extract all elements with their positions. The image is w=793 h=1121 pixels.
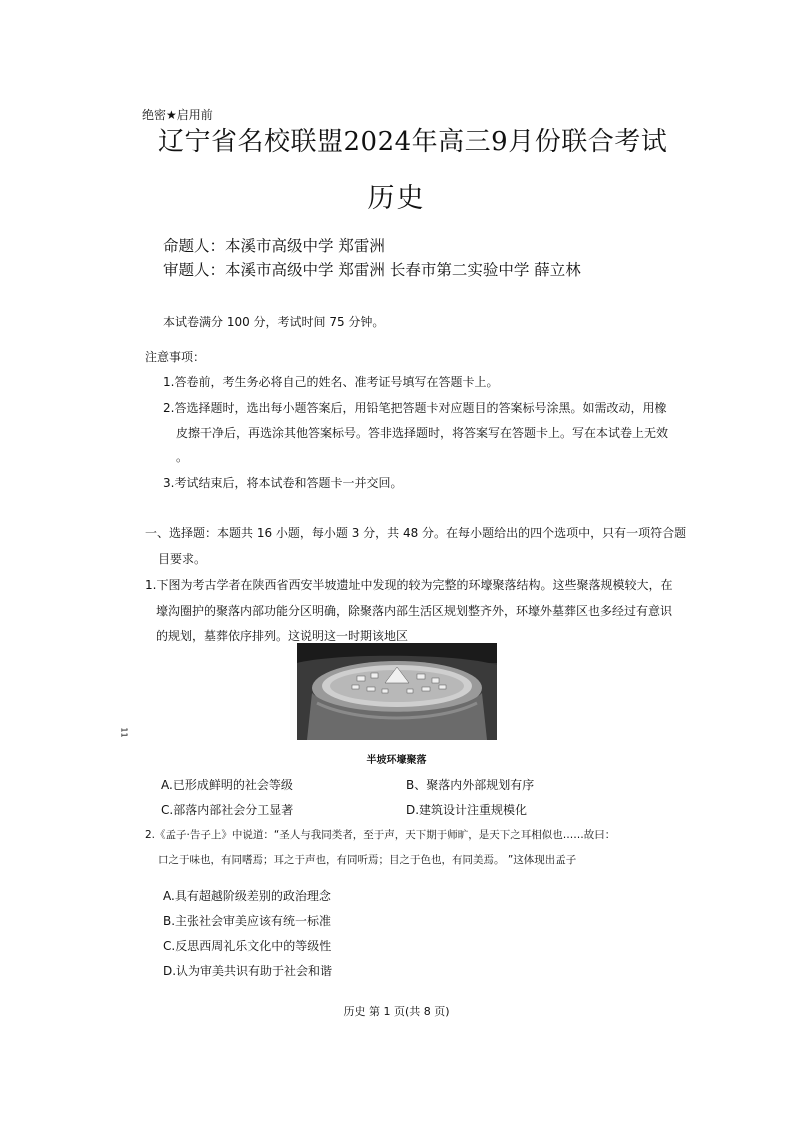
exam-info: 本试卷满分 100 分，考试时间 75 分钟。 [163, 315, 385, 329]
note-item: 2.答选择题时，选出每小题答案后，用铅笔把答题卡对应题目的答案标号涂黑。如需改动，用橡 [163, 401, 667, 415]
section-heading: 一、选择题：本题共 16 小题，每小题 3 分，共 48 分。在每小题给出的四个选项中，只有一项符合题 [145, 526, 687, 540]
author-line: 命题人：本溪市高级中学 郑雷洲 [163, 237, 385, 255]
question-1-text: 壕沟圈护的聚落内部功能分区明确，除聚落内部生活区规划整齐外，环壕外墓葬区也多经过有意识 [156, 604, 673, 618]
question-1-text: 1.下图为考古学者在陕西省西安半坡遗址中发现的较为完整的环壕聚落结构。这些聚落规模较大，在 [145, 578, 673, 592]
margin-mark: 11 [119, 727, 129, 738]
question-2-option-c: C.反思西周礼乐文化中的等级性 [163, 939, 332, 953]
question-1-text: 的规划，墓葬依序排列。这说明这一时期该地区 [156, 629, 409, 643]
reviewer-line: 审题人：本溪市高级中学 郑雷洲 长春市第二实验中学 薛立林 [163, 261, 581, 279]
question-2-option-a: A.具有超越阶级差别的政治理念 [163, 889, 331, 903]
question-2-text: 2.《孟子·告子上》中说道：“圣人与我同类者，至于声，天下期于师旷，是天下之耳相似也……故曰： [145, 829, 616, 841]
subject-title: 历史 [367, 183, 426, 214]
question-2-text: 口之于味也，有同嗜焉；耳之于声也，有同听焉；目之于色也，有同美焉。 ”这体现出孟子 [158, 854, 577, 866]
question-2-option-b: B.主张社会审美应该有统一标准 [163, 914, 332, 928]
note-item: 3.考试结束后，将本试卷和答题卡一并交回。 [163, 476, 403, 490]
question-1-option-b: B、聚落内外部规划有序 [406, 778, 535, 792]
note-item: 。 [176, 450, 189, 464]
figure-caption: 半坡环壕聚落 [366, 755, 427, 766]
question-1-option-a: A.已形成鲜明的社会等级 [161, 778, 293, 792]
note-item: 1.答卷前，考生务必将自己的姓名、准考证号填写在答题卡上。 [163, 375, 499, 389]
question-2-option-d: D.认为审美共识有助于社会和谐 [163, 964, 333, 978]
confidential-label: 绝密★启用前 [142, 108, 213, 122]
section-heading-cont: 目要求。 [158, 552, 207, 566]
question-1-option-d: D.建筑设计注重规模化 [406, 803, 528, 817]
exam-title: 辽宁省名校联盟2024年高三9月份联合考试 [158, 127, 668, 157]
question-1-option-c: C.部落内部社会分工显著 [161, 803, 294, 817]
notes-heading: 注意事项： [145, 350, 206, 364]
note-item: 皮擦干净后，再选涂其他答案标号。答非选择题时，将答案写在答题卡上。写在本试卷上无效 [176, 426, 669, 440]
banpo-settlement-image [297, 643, 497, 740]
page-footer: 历史 第 1 页(共 8 页) [343, 1005, 450, 1018]
